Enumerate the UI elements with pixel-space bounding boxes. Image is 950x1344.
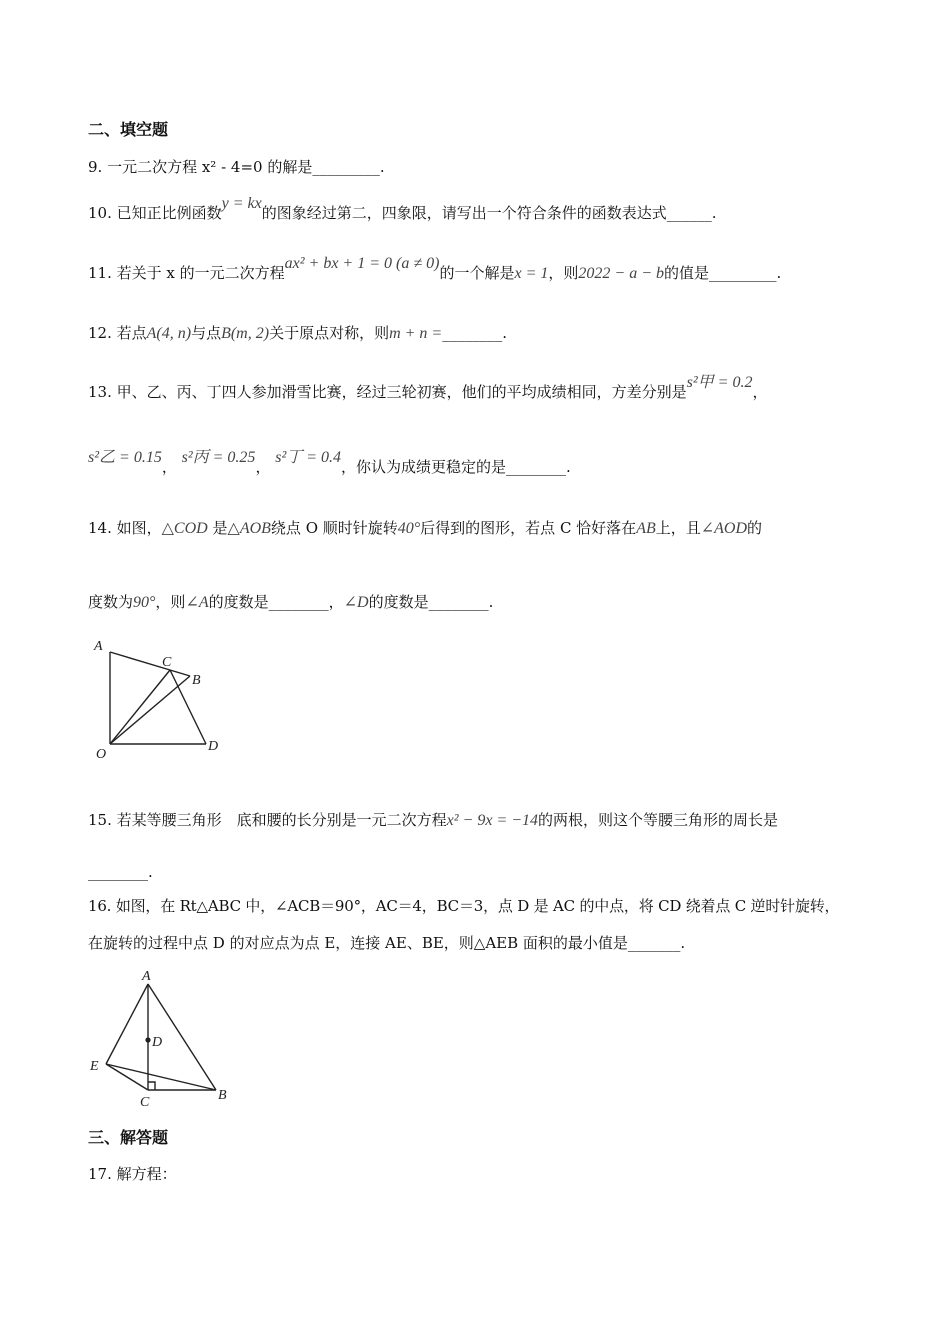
- q15-formula: x² − 9x = −14: [446, 812, 539, 829]
- q11-text-a: 11. 若关于 x 的一元二次方程: [88, 264, 285, 282]
- q12-formula-2: B(m, 2): [221, 325, 270, 342]
- q13-text-b: ，你认为成绩更稳定的是________.: [341, 458, 571, 476]
- q10-text-b: 的图象经过第二，四象限，请写出一个符合条件的函数表达式______.: [261, 204, 717, 222]
- fig14-label-o: O: [96, 747, 107, 762]
- fig16-edge-ae: [106, 984, 148, 1064]
- q14-line2-a: 度数为: [88, 593, 134, 611]
- q14-text-f: 的: [747, 519, 763, 537]
- section-heading-answer: 三、解答题: [88, 1128, 169, 1147]
- q12-formula: A(4, n): [146, 325, 192, 342]
- q12-text-b: 与点: [191, 324, 222, 342]
- q11-formula: ax² + bx + 1 = 0 (a ≠ 0): [284, 255, 440, 272]
- fig16-label-e: E: [90, 1059, 99, 1074]
- question-14-line-1: [88, 517, 762, 540]
- q15-text-b: 的两根，则这个等腰三角形的周长是: [538, 811, 779, 829]
- figure-q14-rotated-triangles: [88, 632, 238, 764]
- q14-text-b: 是: [212, 519, 228, 537]
- q14-formula-angle-a: ∠A: [185, 594, 209, 611]
- question-13-line-1: [88, 374, 768, 404]
- q14-formula-90deg: 90°: [133, 594, 156, 611]
- q14-text-c: 绕点 O 顺时针旋转: [270, 519, 398, 537]
- fig16-edge-eb: [106, 1064, 216, 1090]
- fig14-label-c: C: [162, 655, 172, 670]
- fig16-label-b: B: [218, 1088, 227, 1103]
- question-14-line-2: [88, 591, 493, 614]
- question-15-line-1: [88, 809, 778, 832]
- question-16-line-1: 16. 如图，在 Rt△ABC 中，∠ACB＝90°，AC＝4，BC＝3，点 D 是 AC 的中点，将 CD 绕着点 C 逆时针旋转，: [88, 897, 840, 915]
- fig14-label-b: B: [192, 673, 201, 688]
- q14-text-a: 14. 如图，: [88, 519, 162, 537]
- fig16-label-d: D: [152, 1035, 163, 1050]
- question-17: 17. 解方程：: [88, 1165, 177, 1183]
- q13-text-a: 13. 甲、乙、丙、丁四人参加滑雪比赛，经过三轮初赛，他们的平均成绩相同，方差分别是: [88, 383, 687, 401]
- q14-formula-angle-d: ∠D: [343, 594, 369, 611]
- q14-line2-b: ，则: [155, 593, 186, 611]
- fig14-label-d: D: [208, 739, 219, 754]
- q14-line2-c: 的度数是________，: [208, 593, 344, 611]
- q13-variance-ding: s²丁 = 0.4: [275, 449, 342, 466]
- q13-variance-jia: s²甲 = 0.2: [686, 374, 753, 391]
- fig16-label-c: C: [140, 1095, 150, 1110]
- q14-formula-aod: ∠AOD: [700, 520, 748, 537]
- question-9: 9. 一元二次方程 x² - 4=0 的解是_________.: [88, 158, 385, 176]
- q11-text-c: ，则: [548, 264, 579, 282]
- q14-formula-ab: AB: [636, 520, 656, 537]
- q14-line2-d: 的度数是________.: [368, 593, 494, 611]
- fig14-edge-ab: [110, 652, 190, 676]
- question-11: [88, 255, 782, 285]
- q12-text-d: ________.: [442, 324, 508, 342]
- fig14-edge-cd: [170, 670, 206, 744]
- figure-q16-right-triangle: [86, 966, 236, 1110]
- q12-formula-3: m + n =: [389, 325, 443, 342]
- q13-comma: ，: [752, 383, 768, 401]
- fig14-edge-oc: [110, 670, 170, 744]
- q14-text-e: 上，且: [655, 519, 701, 537]
- question-15-line-2: ________.: [88, 863, 153, 881]
- q14-formula-40deg: 40°: [397, 520, 421, 537]
- question-13-line-2: s²乙 = 0.15， s²丙 = 0.25， s²丁 = 0.4，你认为成绩更稳定的是________.: [88, 449, 571, 476]
- q13-variance-yi: s²乙 = 0.15: [88, 449, 162, 466]
- q11-text-b: 的一个解是: [439, 264, 515, 282]
- q15-text-a: 15. 若某等腰三角形 底和腰的长分别是一元二次方程: [88, 811, 447, 829]
- q14-formula-aob: △AOB: [227, 520, 271, 537]
- question-16-line-2: 在旋转的过程中点 D 的对应点为点 E，连接 AE、BE，则△AEB 面积的最小值是_______.: [88, 934, 686, 952]
- q12-text-a: 12. 若点: [88, 324, 147, 342]
- q13-variance-bing: s²丙 = 0.25: [181, 449, 256, 466]
- question-12: [88, 322, 507, 345]
- q11-text-d: 的值是_________.: [663, 264, 782, 282]
- question-10: [88, 195, 717, 225]
- fig16-label-a: A: [142, 969, 151, 984]
- fig14-label-a: A: [94, 639, 103, 654]
- section-heading-fill-blank: 二、填空题: [88, 120, 169, 139]
- q10-text-a: 10. 已知正比例函数: [88, 204, 222, 222]
- fig16-right-angle-mark: [148, 1082, 155, 1090]
- q14-formula-cod: △COD: [161, 520, 208, 537]
- q10-formula: y = kx: [221, 195, 262, 212]
- q11-formula-3: 2022 − a − b: [578, 265, 664, 282]
- q11-formula-2: x = 1: [514, 265, 549, 282]
- q14-text-d: 后得到的图形，若点 C 恰好落在: [420, 519, 637, 537]
- q12-text-c: 关于原点对称，则: [269, 324, 390, 342]
- fig16-point-d: [145, 1037, 150, 1042]
- fig16-edge-ec: [106, 1064, 148, 1090]
